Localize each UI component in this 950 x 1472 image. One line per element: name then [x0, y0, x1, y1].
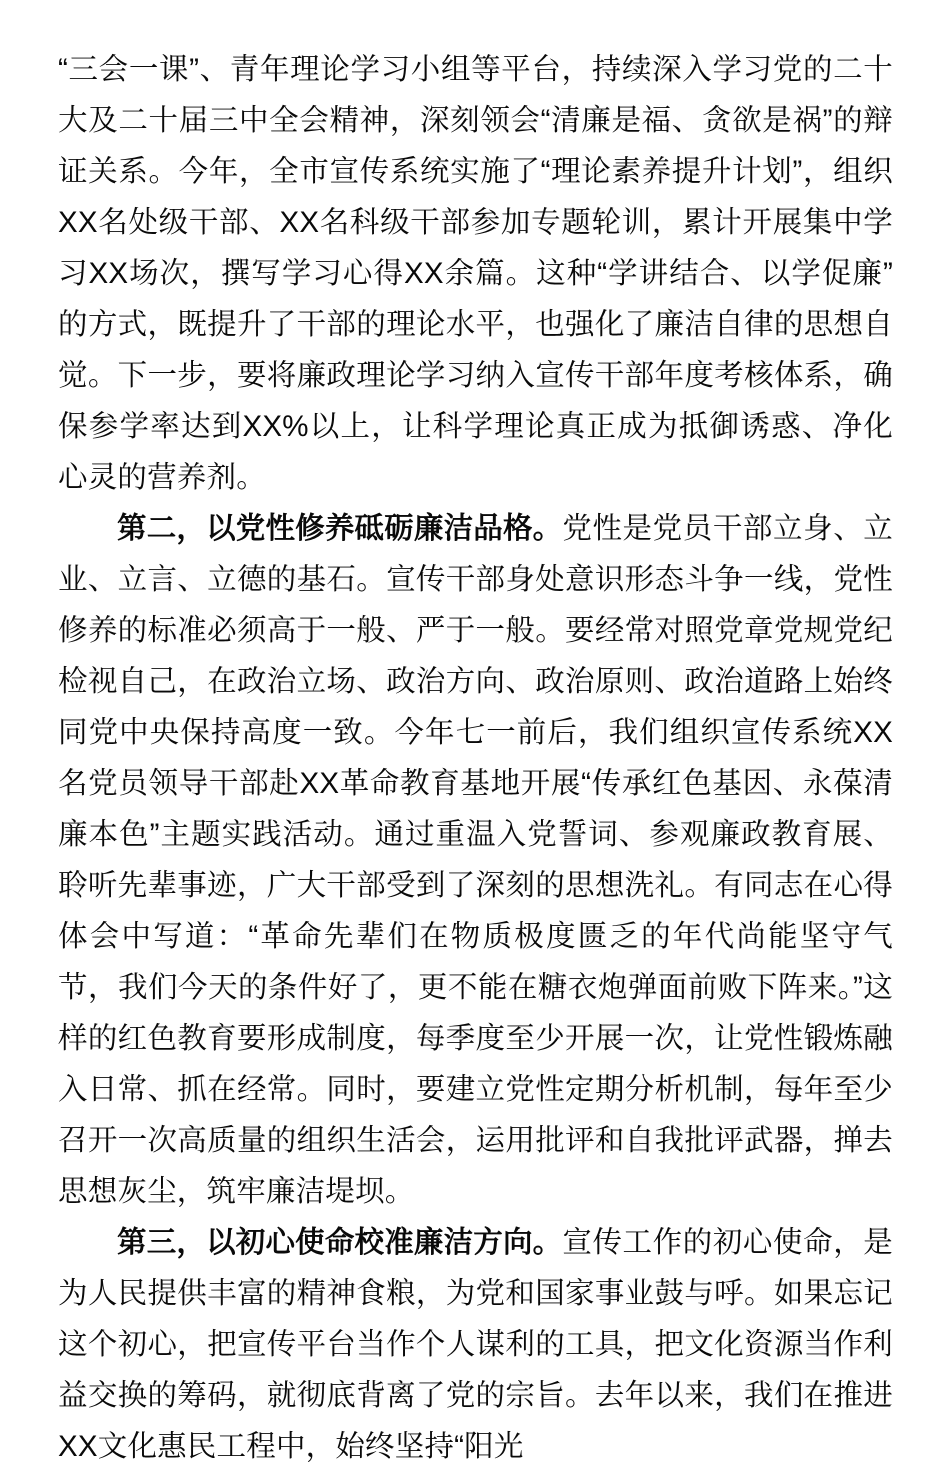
paragraph-continued-section-one [58, 44, 893, 503]
paragraph-text: 党性是党员干部立身、立业、立言、立德的基石。宣传干部身处意识形态斗争一线，党性修养的标准必须高于一般、严于一般。要经常对照党章党规党纪检视自己，在政治立场、政治方向、政治原则、政治道路上始终同党中央保持高度一致。今年七一前后，我们组织宣传系统XX名党员领导干部赴XX革命教育基地开展“传承红色基因、永葆清廉本色”主题实践活动。通过重温入党誓词、参观廉政教育展、聆听先辈事迹，广大干部受到了深刻的思想洗礼。有同志在心得体会中写道：“革命先辈们在物质极度匮乏的年代尚能坚守气节，我们今天的条件好了，更不能在糖衣炮弹面前败下阵来。”这样的红色教育要形成制度，每季度至少开展一次，让党性锻炼融入日常、抓在经常。同时，要建立党性定期分析机制，每年至少召开一次高质量的组织生活会，运用批评和自我批评武器，掸去思想灰尘，筑牢廉洁堤坝。 [58, 512, 893, 1208]
document-body [58, 44, 893, 1472]
paragraph-text: 宣传工作的初心使命，是为人民提供丰富的精神食粮，为党和国家事业鼓与呼。如果忘记这个初心，把宣传平台当作个人谋利的工具，把文化资源当作利益交换的筹码，就彻底背离了党的宗旨。去年以来，我们在推进XX文化惠民工程中，始终坚持“阳光 [58, 1226, 893, 1463]
section-three-heading: 第三，以初心使命校准廉洁方向。 [117, 1226, 563, 1259]
paragraph-text: “三会一课”、青年理论学习小组等平台，持续深入学习党的二十大及二十届三中全会精神，深刻领会“清廉是福、贪欲是祸”的辩证关系。今年，全市宣传系统实施了“理论素养提升计划”，组织XX名处级干部、XX名科级干部参加专题轮训，累计开展集中学习XX场次，撰写学习心得XX余篇。这种“学讲结合、以学促廉”的方式，既提升了干部的理论水平，也强化了廉洁自律的思想自觉。下一步，要将廉政理论学习纳入宣传干部年度考核体系，确保参学率达到XX%以上，让科学理论真正成为抵御诱惑、净化心灵的营养剂。 [58, 53, 893, 494]
paragraph-section-three [58, 1217, 893, 1472]
section-two-heading: 第二，以党性修养砥砺廉洁品格。 [117, 512, 563, 545]
paragraph-section-two [58, 503, 893, 1217]
